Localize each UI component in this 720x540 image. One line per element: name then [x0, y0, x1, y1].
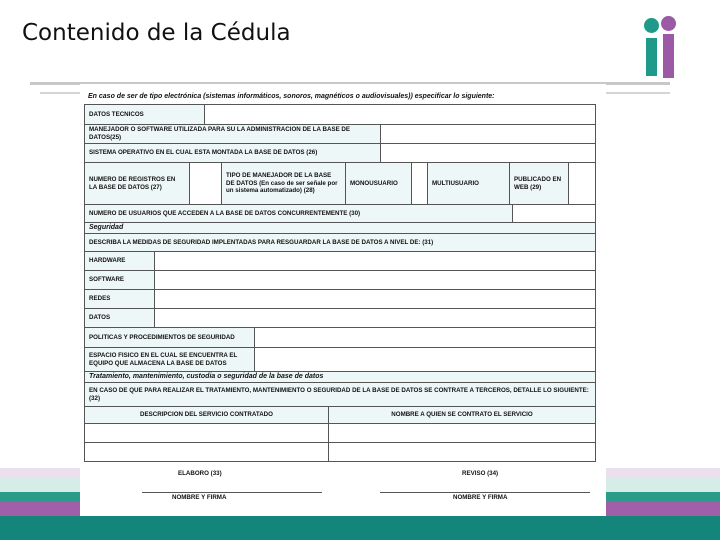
politicas-value — [255, 328, 595, 347]
cedula-form — [80, 84, 606, 516]
slide-title: Contenido de la Cédula — [22, 20, 291, 46]
form-intro: En caso de ser de tipo electrónica (sistemas informáticos, sonoros, magnéticos o audiovisuales)) especificar lo siguiente: — [88, 92, 495, 100]
datos-label: DATOS — [85, 309, 155, 327]
datos-tecnicos-value — [205, 105, 595, 124]
reviso-signature-line — [380, 492, 590, 493]
software-label: SOFTWARE — [85, 271, 155, 289]
politicas-label: POLITICAS Y PROCEDIMIENTOS DE SEGURIDAD — [85, 328, 255, 347]
hardware-label: HARDWARE — [85, 252, 155, 270]
num-usuarios-value — [513, 205, 595, 222]
sistema-value — [381, 144, 595, 162]
multiusuario-label: MULTIUSUARIO — [428, 163, 510, 204]
manejador-label: MANEJADOR O SOFTWARE UTILIZADA PARA SU LA ADMINISTRACION DE LA BASE DE DATOS(25) — [85, 125, 381, 143]
desc-servicio-header: DESCRIPCION DEL SERVICIO CONTRATADO — [85, 407, 329, 423]
describa-label: DESCRIBA LA MEDIDAS DE SEGURIDAD IMPLENTADAS PARA RESGUARDAR LA BASE DE DATOS A NIVEL DE: (31) — [85, 234, 595, 251]
nombre-firma-2: NOMBRE Y FIRMA — [453, 494, 508, 501]
servicio-row-2-nombre — [329, 443, 595, 461]
espacio-value — [255, 348, 595, 371]
sistema-label: SISTEMA OPERATIVO EN EL CUAL ESTA MONTADA LA BASE DE DATOS (26) — [85, 144, 381, 162]
reviso-label: REVISO (34) — [462, 470, 499, 477]
publicado-value — [569, 163, 595, 204]
datos-value — [155, 309, 595, 327]
elaboro-signature-line — [142, 492, 322, 493]
nombre-contrato-header: NOMBRE A QUIEN SE CONTRATO EL SERVICIO — [329, 407, 595, 423]
form-table — [84, 90, 596, 462]
redes-value — [155, 290, 595, 308]
monousuario-value — [412, 163, 428, 204]
terceros-label: EN CASO DE QUE PARA REALIZAR EL TRATAMIENTO, MANTENIMIENTO O SEGURIDAD DE LA BASE DE DATOS SE CONTRATE A TERCEROS, DETALLE LO SIGUIENTE: (32) — [85, 383, 595, 406]
seguridad-heading: Seguridad — [85, 223, 595, 233]
datos-tecnicos-label: DATOS TECNICOS — [85, 105, 205, 124]
servicio-row-1-nombre — [329, 424, 595, 442]
num-registros-value — [190, 163, 222, 204]
publicado-label: PUBLICADO EN WEB (29) — [510, 163, 569, 204]
monousuario-label: MONOUSUARIO — [346, 163, 412, 204]
form-grid — [84, 104, 596, 462]
elaboro-label: ELABORO (33) — [178, 470, 222, 477]
servicio-row-1-desc — [85, 424, 329, 442]
footer-stripe-darkteal — [0, 516, 720, 540]
logo-bar-purple — [663, 34, 674, 78]
redes-label: REDES — [85, 290, 155, 308]
tratamiento-heading: Tratamiento, mantenimiento, custodia o seguridad de la base de datos — [85, 372, 595, 382]
espacio-label: ESPACIO FISICO EN EL CUAL SE ENCUENTRA EL EQUIPO QUE ALMACENA LA BASE DE DATOS — [85, 348, 255, 371]
num-usuarios-label: NUMERO DE USUARIOS QUE ACCEDEN A LA BASE DE DATOS CONCURRENTEMENTE (30) — [85, 205, 513, 222]
nombre-firma-1: NOMBRE Y FIRMA — [172, 494, 227, 501]
logo-dot-purple — [661, 16, 676, 31]
hardware-value — [155, 252, 595, 270]
tipo-manejador-label: TIPO DE MANEJADOR DE LA BASE DE DATOS (En caso de ser señale por un sistema automatizado) (28) — [222, 163, 346, 204]
manejador-value — [381, 125, 595, 143]
logo-bar-teal — [646, 38, 657, 76]
servicio-row-2-desc — [85, 443, 329, 461]
brand-logo — [636, 14, 682, 80]
logo-dot-teal — [644, 18, 659, 33]
software-value — [155, 271, 595, 289]
num-registros-label: NUMERO DE REGISTROS EN LA BASE DE DATOS (27) — [85, 163, 190, 204]
